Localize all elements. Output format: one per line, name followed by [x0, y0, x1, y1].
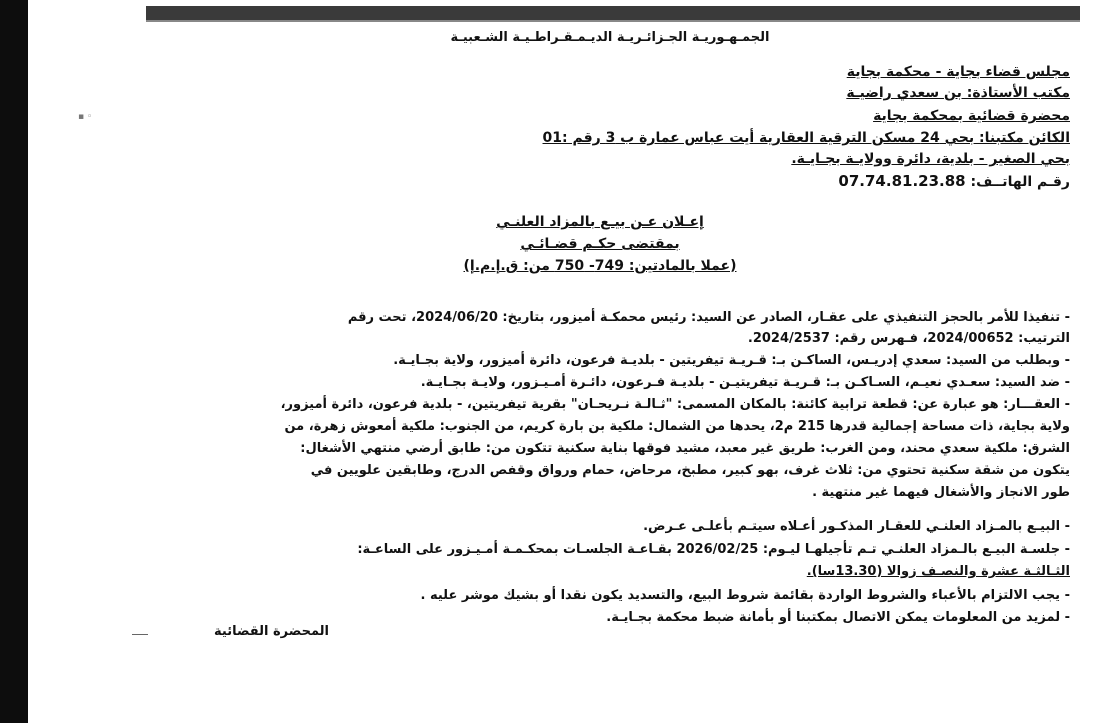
paragraph-property-line5: طور الانجاز والأشغال فيهما غير منتهية . — [812, 485, 1070, 500]
scan-left-edge — [0, 0, 28, 723]
phone-label: رقـم الهاتــف: — [970, 174, 1070, 190]
paragraph-requester: - وبطلب من السيد: سعدي إدريـس، الساكـن بـ: قـريـة تيفريتين - بلديـة فرعون، دائرة أميزور، ولاية بجـايـة. — [393, 353, 1070, 368]
signature-dash — [132, 634, 148, 635]
announcement-subtitle: بمقتضى حكـم قضـائـي — [520, 236, 680, 252]
paragraph-defendant: - ضد السيد: سعـدي نعيـم، السـاكـن بـ: قـريـة تيفريتيـن - بلديـة فـرعون، دائـرة أمـيـزور، ولايـة بجـايـة. — [420, 375, 1070, 390]
paragraph-contact: - لمزيد من المعلومات يمكن الاتصال بمكتبنا أو بأمانة ضبط محكمة بجـايـة. — [606, 610, 1070, 625]
legal-reference: (عملا بالمادتين: 749- 750 من: ق.إ.م.إ) — [463, 258, 737, 274]
office-address-line1: الكائن مكتبنا: بحي 24 مسكن الترقية العقارية أيت عباس عمارة ب 3 رقم :01 — [542, 130, 1070, 146]
phone-number: 07.74.81.23.88 — [838, 172, 966, 190]
paragraph-order-line2: الترتيب: 2024/00652، فـهرس رقم: 2024/2537. — [747, 331, 1070, 346]
bailiff-role: محضرة قضائية بمحكمة بجاية — [873, 108, 1070, 124]
announcement-title: إعـلان عـن بيـع بالمزاد العلنـي — [496, 214, 704, 230]
court-name: مجلس قضاء بجاية - محكمة بجاية — [846, 64, 1070, 80]
paragraph-property-line1: - العقـــار: هو عبارة عن: قطعة ترابية كائنة: بالمكان المسمى: "ثـالـة نـريحـان" بقرية تيفريتين، - بلدية فرعون، دائرة أميزور، — [280, 397, 1070, 412]
paragraph-property-line4: يتكون من شقة سكنية تحتوي من: ثلاث غرف، بهو كبير، مطبخ، مرحاض، حمام ورواق وقفص الدرج، وطابقين علويين في — [310, 463, 1070, 478]
phone-row — [838, 172, 1070, 190]
paragraph-session-line2: الثـالثـة عشرة والنصـف زوالا (13.30سا). — [806, 564, 1070, 579]
paragraph-property-line3: الشرق: ملكية سعدي محند، ومن الغرب: طريق غير معبد، مشيد فوقها بناية سكنية تتكون من: طابق أرضي منتهي الأشغال: — [300, 441, 1070, 456]
paragraph-conditions: - يجب الالتزام بالأعباء والشروط الواردة بقائمة شروط البيع، والتسديد يكون نقدا أو بشيك موشر عليه . — [420, 588, 1070, 603]
office-address-line2: بحي الصغير - بلدية، دائرة وولايـة بجـايـة. — [791, 151, 1070, 167]
paragraph-order-line1: - تنفيذا للأمر بالحجز التنفيذي على عقـار، الصادر عن السيد: رئيس محمكـة أميزور، بتاريخ: 2024/06/20، تحت رقم — [347, 310, 1070, 325]
scan-top-rule — [146, 20, 1080, 22]
republic-header: الجمـهـوريـة الجـزائـريـة الديـمـقـراطـيـة الشـعبيـة — [450, 30, 770, 45]
paragraph-sale-method: - البيـع بالمـزاد العلنـي للعقـار المذكـور أعـلاه سيتـم بأعلـى عـرض. — [643, 519, 1070, 534]
cabinet-name: مكتب الأستاذة: بن سعدي راضيـة — [846, 85, 1070, 101]
signature-label: المحضرة القضائية — [214, 624, 329, 639]
scan-top-band — [146, 6, 1080, 20]
margin-mark: ▪ ◦ — [78, 112, 93, 122]
paragraph-property-line2: ولاية بجاية، ذات مساحة إجمالية قدرها 215 م2، يحدها من الشمال: ملكية بن بارة كريم، من الجنوب: ملكية أمعوش زهرة، من — [284, 419, 1070, 434]
paragraph-session-line1: - جلسـة البيـع بالـمزاد العلنـي تـم تأجيلهـا ليـوم: 2026/02/25 بقـاعـة الجلسـات بمحكـمـة أمـيـزور على الساعـة: — [357, 542, 1070, 557]
announcement-document — [150, 26, 1070, 716]
